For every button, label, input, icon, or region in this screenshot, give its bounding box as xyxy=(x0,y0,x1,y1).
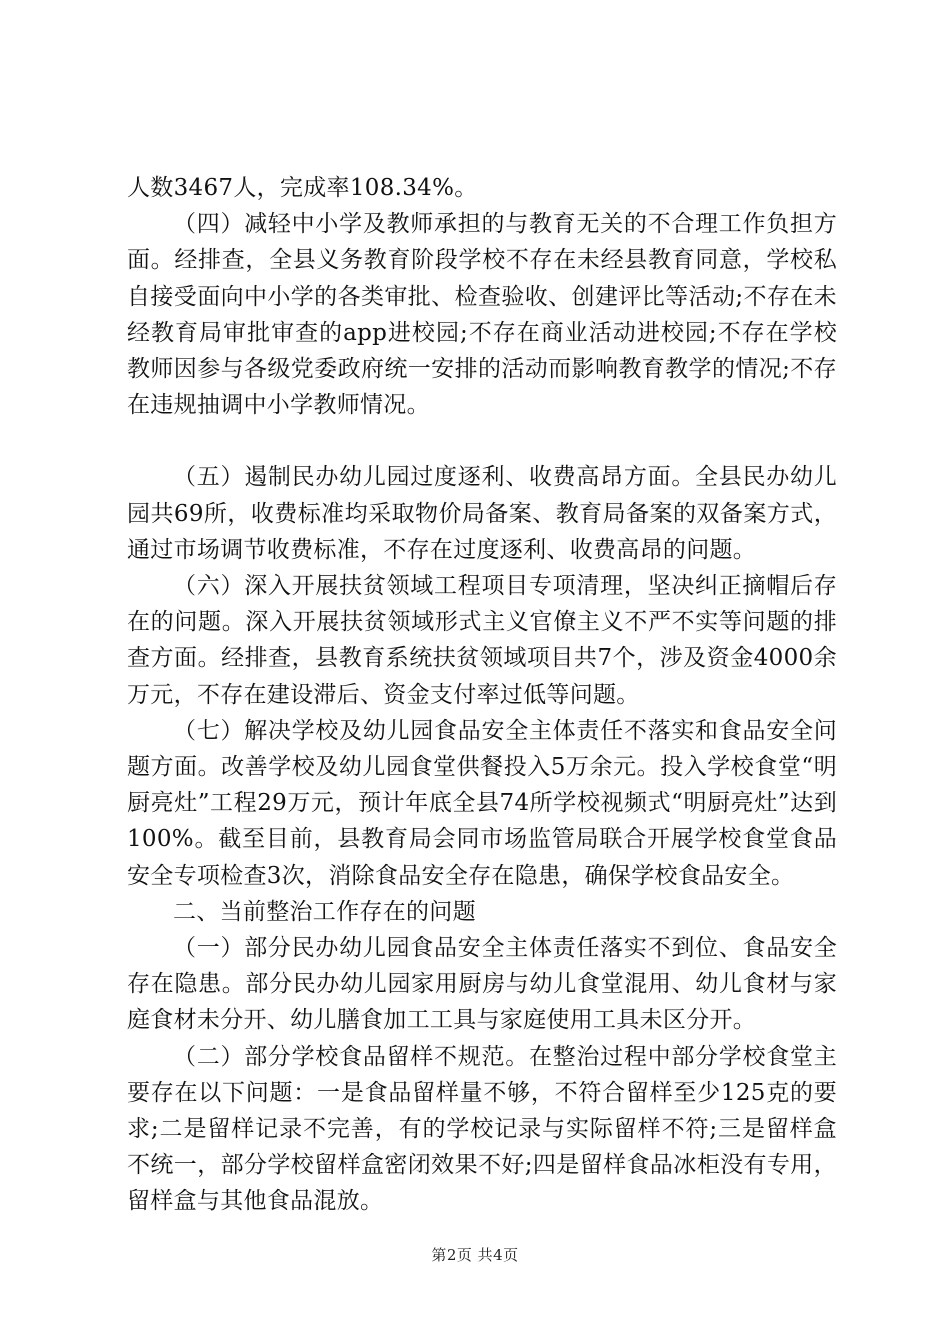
page-number-footer: 第2页 共4页 xyxy=(431,1246,519,1264)
paragraph-item-5: （五）遏制民办幼儿园过度逐利、收费高昂方面。全县民办幼儿园共69所，收费标准均采取物价局备案、教育局备案的双备案方式，通过市场调节收费标准，不存在过度逐利、收费高昂的问题。 xyxy=(127,464,837,563)
paragraph-problem-2: （二）部分学校食品留样不规范。在整治过程中部分学校食堂主要存在以下问题：一是食品留样量不够，不符合留样至少125克的要求;二是留样记录不完善，有的学校记录与实际留样不符;三是留样盒不统一，部分学校留样盒密闭效果不好;四是留样食品冰柜没有专用，留样盒与其他食品混放。 xyxy=(127,1043,837,1215)
paragraph-continuation: 人数3467人，完成率108.34%。 xyxy=(127,175,478,201)
paragraph-item-6: （六）深入开展扶贫领域工程项目专项清理，坚决纠正摘帽后存在的问题。深入开展扶贫领域形式主义官僚主义不严不实等问题的排查方面。经排查，县教育系统扶贫领域项目共7个，涉及资金4000余万元，不存在建设滞后、资金支付率过低等问题。 xyxy=(127,573,837,708)
paragraph-item-7: （七）解决学校及幼儿园食品安全主体责任不落实和食品安全问题方面。改善学校及幼儿园食堂供餐投入5万余元。投入学校食堂“明厨亮灶”工程29万元，预计年底全县74所学校视频式“明厨亮灶”达到100%。截至目前，县教育局会同市场监管局联合开展学校食堂食品安全专项检查3次，消除食品安全存在隐患，确保学校食品安全。 xyxy=(127,717,837,889)
paragraph-item-4: （四）减轻中小学及教师承担的与教育无关的不合理工作负担方面。经排查，全县义务教育阶段学校不存在未经县教育同意，学校私自接受面向中小学的各类审批、检查验收、创建评比等活动;不存在未经教育局审批审查的app进校园;不存在商业活动进校园;不存在学校教师因参与各级党委政府统一安排的活动而影响教育教学的情况;不存在违规抽调中小学教师情况。 xyxy=(127,211,837,419)
paragraph-problem-1: （一）部分民办幼儿园食品安全主体责任落实不到位、食品安全存在隐患。部分民办幼儿园家用厨房与幼儿食堂混用、幼儿食材与家庭食材未分开、幼儿膳食加工工具与家庭使用工具未区分开。 xyxy=(127,935,837,1034)
section-heading-2: 二、当前整治工作存在的问题 xyxy=(173,898,476,925)
document-body xyxy=(127,170,837,1220)
